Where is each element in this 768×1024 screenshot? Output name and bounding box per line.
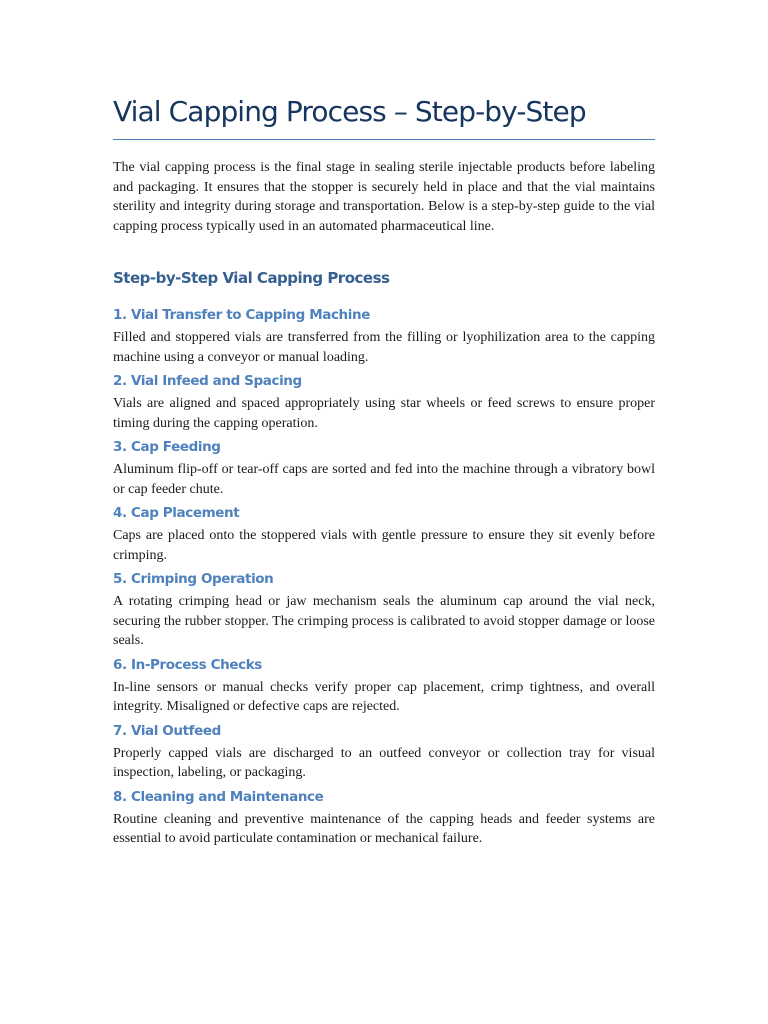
step-text: Properly capped vials are discharged to an outfeed conveyor or collection tray for visual inspection, labeling, or packaging. bbox=[113, 745, 655, 780]
step-8 bbox=[113, 787, 655, 849]
step-title: 6. In-Process Checks bbox=[113, 656, 262, 673]
step-text: Vials are aligned and spaced appropriately using star wheels or feed screws to ensure proper timing during the capping operation. bbox=[113, 396, 655, 431]
title-underline-rule bbox=[113, 139, 655, 140]
step-title: 2. Vial Infeed and Spacing bbox=[113, 373, 302, 389]
document-title: Vial Capping Process – Step-by-Step bbox=[113, 95, 586, 128]
step-title: 5. Crimping Operation bbox=[113, 571, 274, 587]
step-1 bbox=[113, 305, 655, 367]
step-text: Routine cleaning and preventive maintenance of the capping heads and feeder systems are essential to avoid particulate contamination or mechanical failure. bbox=[113, 811, 655, 846]
step-2 bbox=[113, 371, 655, 433]
step-3 bbox=[113, 437, 655, 499]
step-text: Aluminum flip-off or tear-off caps are sorted and fed into the machine through a vibratory bowl or cap feeder chute. bbox=[113, 462, 655, 497]
section-heading: Step-by-Step Vial Capping Process bbox=[113, 269, 390, 287]
step-text: In-line sensors or manual checks verify proper cap placement, crimp tightness, and overall integrity. Misaligned or defective caps are rejected. bbox=[113, 679, 655, 714]
steps-list bbox=[113, 305, 655, 853]
intro-paragraph: The vial capping process is the final stage in sealing sterile injectable products before labeling and packaging. It ensures that the stopper is securely held in place and that the vial maintains sterility and integrity during storage and transportation. Below is a step-by-step guide to the vial capping process typically used in an automated pharmaceutical line. bbox=[113, 160, 655, 234]
step-title: 3. Cap Feeding bbox=[113, 439, 221, 455]
step-title: 7. Vial Outfeed bbox=[113, 722, 221, 739]
step-title: 8. Cleaning and Maintenance bbox=[113, 788, 324, 805]
step-title: 4. Cap Placement bbox=[113, 505, 240, 521]
step-title: 1. Vial Transfer to Capping Machine bbox=[113, 307, 370, 323]
step-text: Filled and stoppered vials are transferred from the filling or lyophilization area to the capping machine using a conveyor or manual loading. bbox=[113, 330, 655, 365]
step-4 bbox=[113, 503, 655, 565]
step-text: Caps are placed onto the stoppered vials with gentle pressure to ensure they sit evenly before crimping. bbox=[113, 528, 655, 563]
step-7 bbox=[113, 721, 655, 783]
step-5 bbox=[113, 569, 655, 651]
step-6 bbox=[113, 655, 655, 717]
step-text: A rotating crimping head or jaw mechanism seals the aluminum cap around the vial neck, securing the rubber stopper. The crimping process is calibrated to avoid stopper damage or loose seals. bbox=[113, 594, 655, 648]
